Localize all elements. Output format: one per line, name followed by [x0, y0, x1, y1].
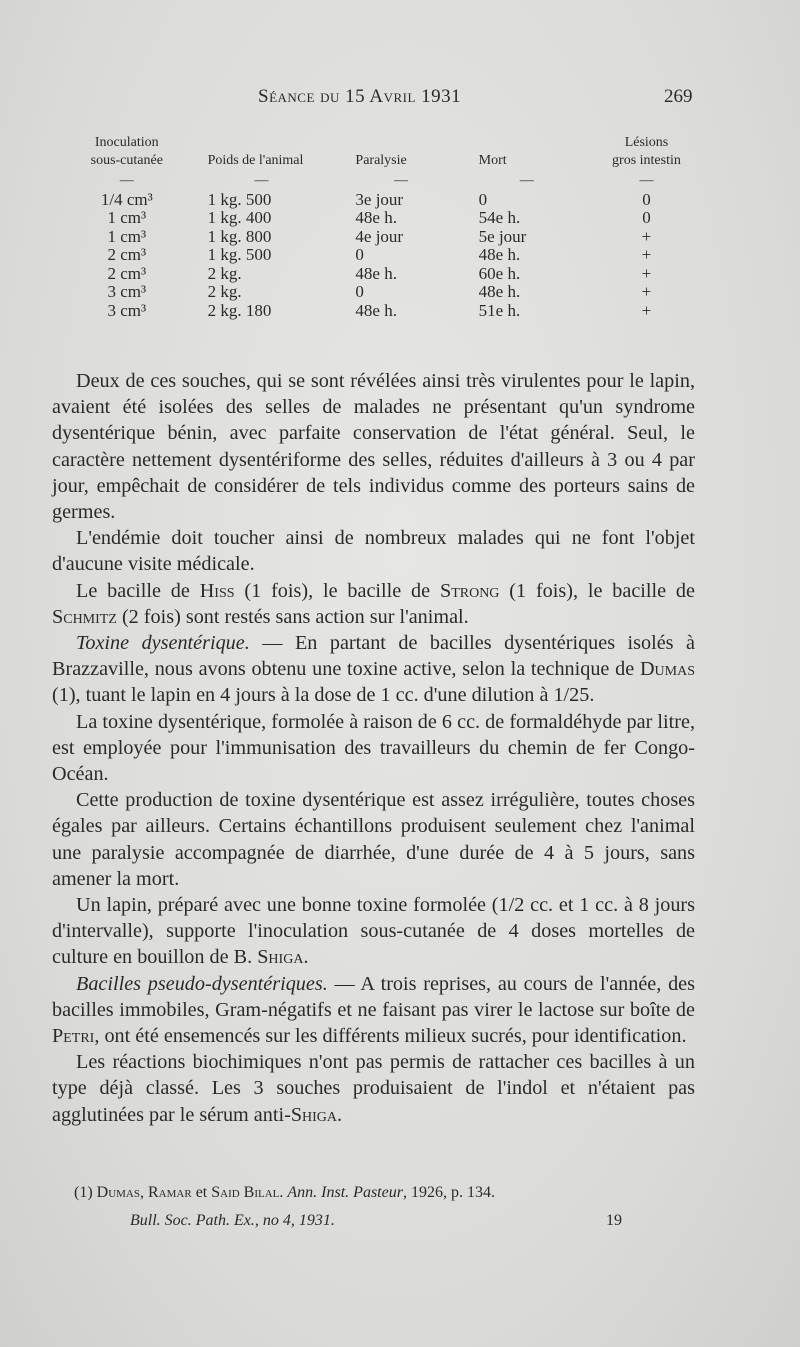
author-name: Hiss	[199, 579, 235, 602]
body-text	[52, 368, 695, 1128]
col-header-poids: Poids de l'animal	[207, 153, 304, 168]
paragraph: Toxine dysentérique. — En partant de bacilles dysentériques isolés à Brazzaville, nous avons obtenu une toxine active, selon la technique de Dumas (1), tuant le lapin en 4 jours à la dose de 1 cc. d'une dilution à 1/25.	[52, 632, 695, 707]
paragraph: Un lapin, préparé avec une bonne toxine formolée (1/2 cc. et 1 cc. à 8 jours d'intervalle), supporte l'inoculation sous-cutanée de 4 doses mortelles de culture en bouillon de B. Shiga.	[52, 894, 695, 969]
bulletin-reference: Bull. Soc. Path. Ex., no 4, 1931.	[130, 1212, 335, 1229]
paragraph: La toxine dysentérique, formolée à raison de 6 cc. de formaldéhyde par litre, est employée pour l'immunisation des travailleurs du chemin de fer Congo-Océan.	[52, 710, 695, 786]
author-name: Strong	[439, 579, 500, 602]
author-name: Dumas	[639, 658, 695, 681]
col-header-inoculation: Inoculation sous-cutanée	[90, 135, 163, 168]
col-header-mort: Mort	[478, 153, 507, 168]
table-row: 2 cm³ 1 kg. 500 0 48e h. +	[107, 245, 652, 264]
paragraph: L'endémie doit toucher ainsi de nombreux malades qui ne font l'objet d'aucune visite médicale.	[52, 527, 695, 576]
paragraph: Deux de ces souches, qui se sont révélées ainsi très virulentes pour le lapin, avaient été isolées des selles de malades ne présentant qu'un syndrome dysentérique bénin, avec parfaite conservation de l'état général. Seul, le caractère nettement dysentériforme des selles, réduites d'ailleurs à 3 ou 4 par jour, empêchait de considérer de tels individus comme des porteurs sains de germes.	[52, 370, 695, 524]
running-head: Séance du 15 Avril 1931	[258, 86, 462, 107]
table-row: 1 cm³ 1 kg. 400 48e h. 54e h. 0	[107, 208, 651, 227]
signature-line	[0, 1212, 800, 1242]
section-title: Toxine dysentérique.	[76, 632, 250, 655]
table-dash-row: — — — — —	[119, 173, 654, 188]
paragraph: Bacilles pseudo-dysentériques. — A trois reprises, au cours de l'année, des bacilles immobiles, Gram-négatifs et ne faisant pas virer le lactose sur boîte de Petri, ont été ensemencés sur les différents milieux sucrés, pour identification.	[52, 972, 695, 1048]
paragraph: Les réactions biochimiques n'ont pas permis de rattacher ces bacilles à un type déjà classé. Les 3 souches produisaient de l'indol et n'étaient pas agglutinées par le sérum anti-Shiga.	[52, 1051, 695, 1126]
table-row: 1/4 cm³ 1 kg. 500 3e jour 0 0	[100, 189, 651, 209]
col-header-paralysie: Paralysie	[355, 153, 407, 168]
author-name: Schmitz	[52, 605, 117, 628]
inoculation-table	[66, 134, 706, 320]
author-name: Said Bilal	[211, 1184, 280, 1201]
journal-name: Ann. Inst. Pasteur	[287, 1184, 403, 1201]
author-name: Shiga	[257, 946, 304, 969]
page-number: 269	[664, 86, 693, 107]
col-header-lesions: Lésions gros intestin	[612, 135, 681, 168]
table-row: 3 cm³ 2 kg. 180 48e h. 51e h. +	[107, 300, 652, 320]
section-title: Bacilles pseudo-dysentériques.	[76, 972, 328, 995]
author-name: Dumas, Ramar	[96, 1184, 192, 1201]
paragraph: Cette production de toxine dysentérique est assez irrégulière, toutes choses égales par ailleurs. Certains échantillons produisent seulement chez l'animal une paralysie accompagnée de diarrhée, d'une durée de 4 à 5 jours, sans amener la mort.	[52, 789, 695, 890]
table-row: 1 cm³ 1 kg. 800 4e jour 5e jour +	[107, 226, 652, 246]
footnote: (1) Dumas, Ramar et Said Bilal. Ann. Inst. Pasteur, 1926, p. 134.	[74, 1184, 495, 1201]
page-header	[0, 86, 800, 116]
table-row: 2 cm³ 2 kg. 48e h. 60e h. +	[107, 263, 652, 283]
table-header-row	[66, 134, 706, 172]
table-row: 3 cm³ 2 kg. 0 48e h. +	[107, 282, 652, 301]
author-name: Petri	[52, 1025, 95, 1048]
sheet-number: 19	[606, 1212, 622, 1229]
author-name: Shiga	[290, 1103, 338, 1126]
paragraph: Le bacille de Hiss (1 fois), le bacille de Strong (1 fois), le bacille de Schmitz (2 fois) sont restés sans action sur l'animal.	[52, 579, 695, 628]
